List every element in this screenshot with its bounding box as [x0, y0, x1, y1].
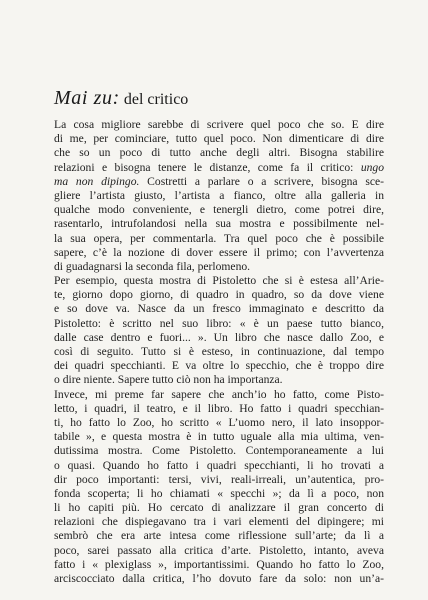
italic-phrase: ma non dipingo. [54, 174, 140, 188]
line-text: la sua opera, per commentarla. Tra quel poco che è possibile [54, 231, 384, 245]
text-line [54, 402, 384, 416]
line-text: La cosa migliore sarebbe di scrivere quel poco che so. E dire [54, 118, 384, 131]
line-text: Costretti a parlare o a scrivere, bisogna sce- [147, 174, 384, 188]
line-text: li ho capiti più. Ho cercato di analizzare il gran concerto di [54, 501, 384, 515]
line-text: Invece, mi preme far sapere che anch’io ho fatto, come Pisto- [54, 387, 384, 401]
paragraph [54, 274, 384, 388]
text-line [54, 359, 384, 373]
text-line [54, 430, 384, 444]
text-line [54, 544, 384, 558]
line-text: letto, i quadri, il teatro, e il libro. Ho fatto i quadri specchian- [54, 401, 384, 415]
text-line [54, 444, 384, 458]
line-text: poco, sarei passato alla critica d’arte. Pistoletto, intanto, aveva [54, 543, 384, 557]
line-text: sapere, c’è la nozione di dover essere il primo; con l’avvertenza [54, 245, 384, 259]
text-line [54, 118, 384, 132]
heading-subtitle: del critico [123, 91, 189, 108]
text-line [54, 373, 384, 387]
text-line [54, 203, 384, 217]
line-text: Per esempio, questa mostra di Pistoletto che si è estesa all’Arie- [54, 274, 384, 288]
text-line [54, 288, 384, 302]
section-heading [54, 86, 384, 112]
text-line [54, 317, 384, 331]
line-text: Pistoletto: è scritto nel suo libro: « è un paese tutto bianco, [54, 316, 384, 330]
line-text: qualche modo conveniente, e tenergli dietro, come potrei dire, [54, 203, 384, 217]
line-text: dutissima mostra. Come Pistoletto. Contemporaneamente a lui [54, 444, 384, 458]
text-line [54, 416, 384, 430]
text-line [54, 558, 384, 572]
line-text: gliere l’artista giusto, l’artista a fianco, oltre alla galleria in [54, 188, 384, 202]
line-text: tabile », e questa mostra è in tutto uguale alla mia ultima, ven- [54, 430, 384, 444]
line-text: o quasi. Quando ho fatto i quadri specchianti, li ho trovati a [54, 458, 384, 472]
line-text: fonda scoperta; li ho chiamati « specchi »; da lì a poco, non [54, 486, 384, 500]
line-text: fatto i « plexiglass », importantissimi. Quando ho fatto lo Zoo, [54, 557, 384, 571]
text-line [54, 388, 384, 402]
line-text: o dire niente. Sapere tutto ciò non ha importanza. [54, 373, 283, 387]
text-line [54, 260, 384, 274]
text-line [54, 572, 384, 586]
line-text: rasentarlo, intrufolandosi nella sua mostra e possibilmente nel- [54, 217, 384, 231]
line-text: di me, per cominciare, tutto quel poco. Non dimenticare di dire [54, 132, 384, 146]
line-text: che so un poco di tutto anche degli altri. Bisogna stabilire [54, 146, 384, 160]
line-text: ti, ho fatto lo Zoo, ho scritto « L’uomo nero, il lato insoppor- [54, 415, 384, 429]
text-line [54, 345, 384, 359]
italic-phrase: ungo [360, 160, 385, 174]
text-line [54, 146, 384, 160]
text-line [54, 217, 384, 231]
line-text: dir poco importanti: tersi, vivi, reali-irreali, un’autentica, pro- [54, 472, 384, 486]
line-text: relazioni e bisogna tenere le distanze, come fa il critico: [54, 160, 354, 174]
text-line [54, 175, 384, 189]
text-line [54, 501, 384, 515]
body-text [54, 118, 384, 586]
text-line [54, 274, 384, 288]
text-line [54, 331, 384, 345]
line-text: dalle case dentro e fuori... ». Un libro che nasce dallo Zoo, e [54, 330, 384, 344]
text-line [54, 487, 384, 501]
heading-emphasis: Mai zu: [54, 87, 120, 109]
line-text: te, giorno dopo giorno, di quadro in quadro, so da dove viene [54, 288, 384, 302]
text-line [54, 246, 384, 260]
line-text: e so dove va. Nasce da un fresco immaginato e descritto da [54, 302, 384, 316]
text-line [54, 132, 384, 146]
paragraph [54, 118, 384, 274]
line-text: dei quadri specchianti. E va oltre lo specchio, che è troppo dire [54, 359, 384, 373]
line-text: di guadagnarsi la seconda fila, perlomeno. [54, 259, 251, 273]
line-text: sembrò che era arte intesa come riflessione sull’arte; da lì a [54, 529, 384, 543]
text-line [54, 232, 384, 246]
line-text: arciscocciato dalla critica, l’ho dovuto fare da solo: non un’a- [54, 572, 384, 585]
text-line [54, 459, 384, 473]
text-line [54, 473, 384, 487]
text-line [54, 161, 384, 175]
text-line [54, 189, 384, 203]
paragraph [54, 388, 384, 587]
text-line [54, 302, 384, 316]
line-text: così di seguito. Tutto si è esteso, in continuazione, dal tempo [54, 345, 384, 358]
line-text: relazioni che dispiegavano tra i vari elementi del dipingere; mi [54, 515, 384, 529]
text-line [54, 515, 384, 529]
text-line [54, 529, 384, 543]
